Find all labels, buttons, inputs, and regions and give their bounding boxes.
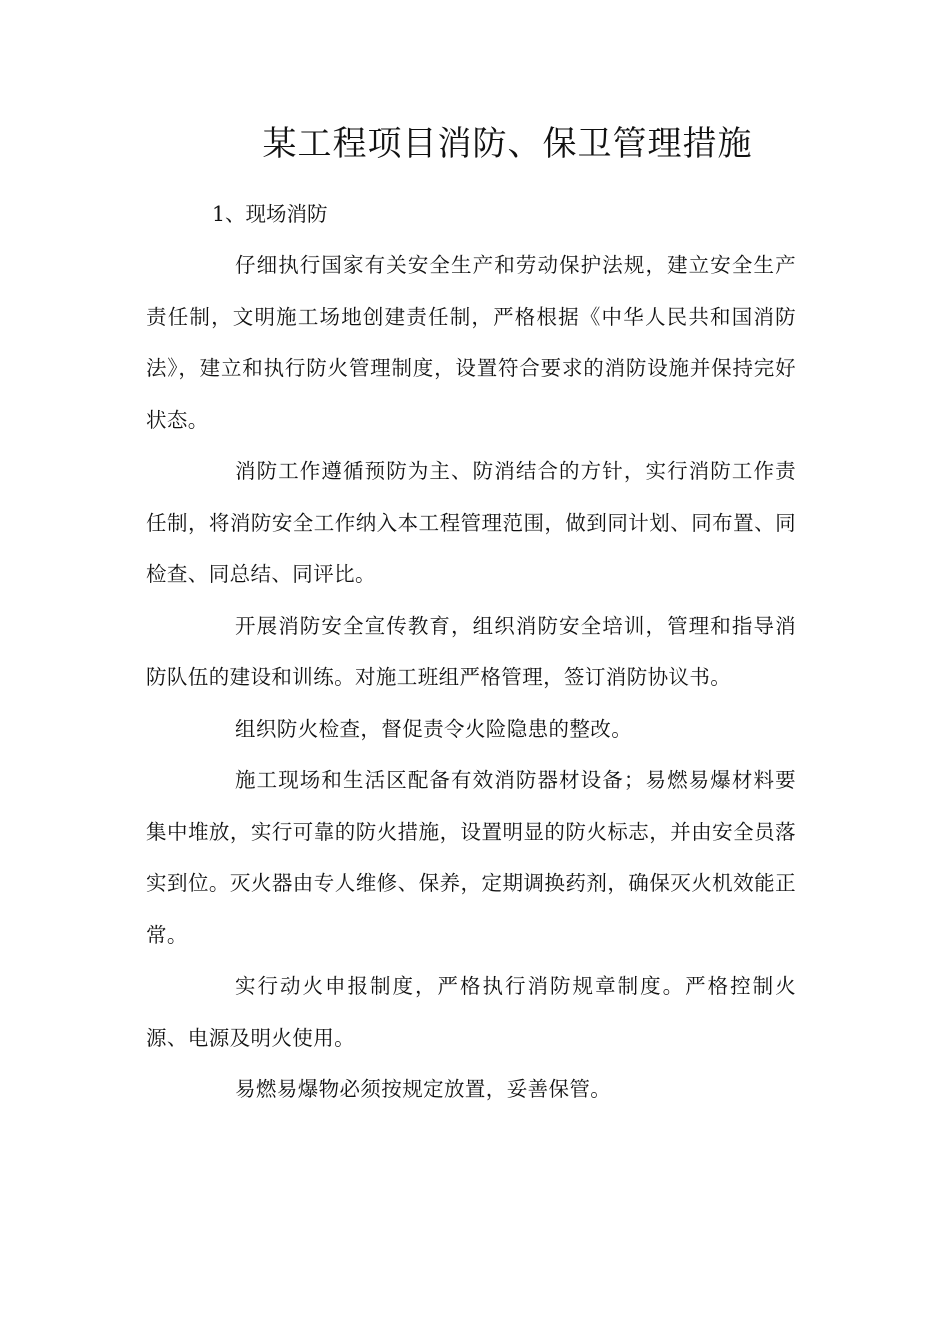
paragraph: 易燃易爆物必须按规定放置，妥善保管。 [235, 1077, 612, 1101]
paragraph: 仔细执行国家有关安全生产和劳动保护法规，建立安全生产责任制，文明施工场地创建责任制，严格根据《中华人民共和国消防法》，建立和执行防火管理制度，设置符合要求的消防设施并保持完好状态。 [146, 253, 796, 432]
paragraph: 开展消防安全宣传教育，组织消防安全培训，管理和指导消防队伍的建设和训练。对施工班组严格管理，签订消防协议书。 [146, 613, 796, 689]
paragraph: 消防工作遵循预防为主、防消结合的方针，实行消防工作责任制，将消防安全工作纳入本工程管理范围，做到同计划、同布置、同检查、同总结、同评比。 [146, 459, 796, 586]
document-title: 某工程项目消防、保卫管理措施 [262, 124, 753, 164]
paragraph: 组织防火检查，督促责令火险隐患的整改。 [235, 716, 633, 741]
section-heading: 1、现场消防 [212, 202, 328, 226]
paragraph: 施工现场和生活区配备有效消防器材设备；易燃易爆材料要集中堆放，实行可靠的防火措施，设置明显的防火标志，并由安全员落实到位。灭火器由专人维修、保养，定期调换药剂，确保灭火机效能正常。 [146, 768, 796, 947]
document-body [146, 188, 796, 1116]
paragraph: 实行动火申报制度，严格执行消防规章制度。严格控制火源、电源及明火使用。 [146, 974, 796, 1050]
